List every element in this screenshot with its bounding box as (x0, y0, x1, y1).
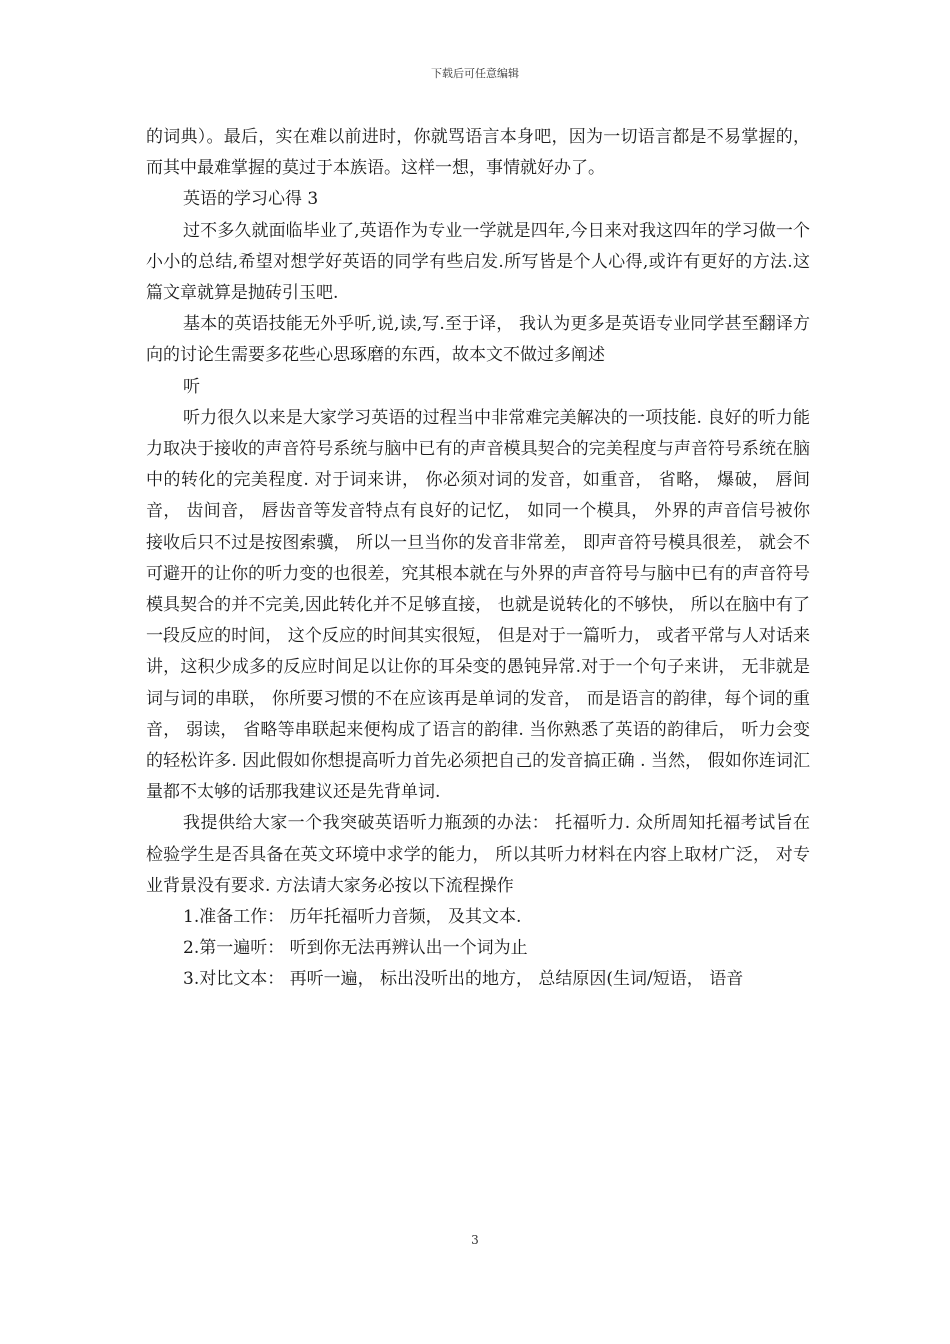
page-number: 3 (471, 1233, 479, 1247)
section-heading: 英语的学习心得 3 (183, 189, 319, 210)
subsection-heading: 听 (183, 376, 200, 397)
paragraph: 基本的英语技能无外乎听,说,读,写.至于译， 我认为更多是英语专业同学甚至翻译方向的讨论生需要多花些心思琢磨的东西，故本文不做过多阐述 (146, 314, 810, 366)
list-item: 3.对比文本： 再听一遍， 标出没听出的地方， 总结原因(生词/短语， 语音 (183, 969, 744, 990)
list-item: 2.第一遍听： 听到你无法再辨认出一个词为止 (183, 938, 528, 959)
page-header: 下载后可任意编辑 (431, 67, 519, 80)
paragraph: 我提供给大家一个我突破英语听力瓶颈的办法： 托福听力. 众所周知托福考试旨在检验学生是否具备在英文环境中求学的能力， 所以其听力材料在内容上取材广泛， 对专业背景没有要求. 方法请大家务必按以下流程操作 (146, 813, 810, 896)
document-body (146, 122, 810, 996)
list-item: 1.准备工作： 历年托福听力音频， 及其文本. (183, 907, 522, 928)
paragraph: 的词典）。最后，实在难以前进时，你就骂语言本身吧，因为一切语言都是不易掌握的，而其中最难掌握的莫过于本族语。这样一想，事情就好办了。 (146, 127, 810, 179)
paragraph: 过不多久就面临毕业了,英语作为专业一学就是四年,今日来对我这四年的学习做一个小小的总结,希望对想学好英语的同学有些启发.所写皆是个人心得,或许有更好的方法.这篇文章就算是抛砖引玉吧. (146, 220, 810, 304)
paragraph: 听力很久以来是大家学习英语的过程当中非常难完美解决的一项技能. 良好的听力能力取决于接收的声音符号系统与脑中已有的声音模具契合的完美程度与声音符号系统在脑中的转化的完美程度. 对于词来讲， 你必须对词的发音，如重音， 省略， 爆破， 唇间音， 齿间音， 唇齿音等发音特点有良好的记忆， 如同一个模具， 外界的声音信号被你接收后只不过是按图索骥， 所以一旦当你的发音非常差， 即声音符号模具很差， 就会不可避开的让你的听力变的也很差，究其根本就在与外界的声音符号与脑中已有的声音符号模具契合的并不完美,因此转化并不足够直接， 也就是说转化的不够快， 所以在脑中有了一段反应的时间， 这个反应的时间其实很短， 但是对于一篇听力， 或者平常与人对话来讲，这积少成多的反应时间足以让你的耳朵变的愚钝异常.对于一个句子来讲， 无非就是词与词的串联， 你所要习惯的不在应该再是单词的发音， 而是语言的韵律，每个词的重音， 弱读， 省略等串联起来便构成了语言的韵律. 当你熟悉了英语的韵律后， 听力会变的轻松许多. 因此假如你想提高听力首先必须把自己的发音搞正确 . 当然， 假如你连词汇量都不太够的话那我建议还是先背单词. (146, 407, 810, 803)
